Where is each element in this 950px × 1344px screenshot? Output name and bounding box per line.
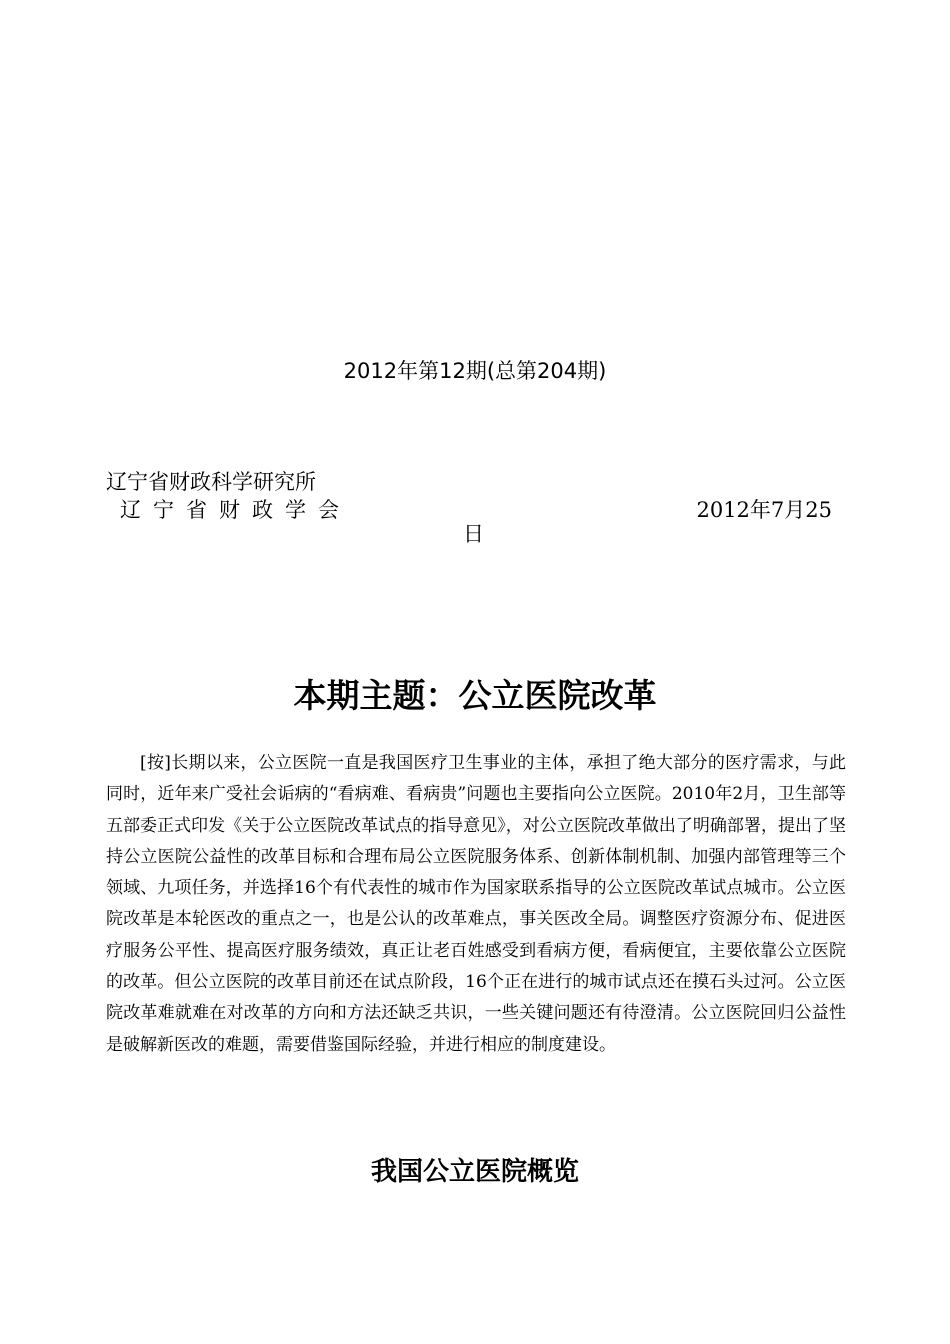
publish-date-day-suffix: 日 [463, 522, 484, 546]
issue-number: 2012年第12期(总第204期) [343, 359, 607, 383]
society-name: 辽宁省财政学会 [120, 498, 351, 522]
topic-title: 本期主题：公立医院改革 [293, 676, 657, 715]
section-heading: 我国公立医院概览 [370, 1157, 579, 1187]
intro-paragraph: [按]长期以来，公立医院一直是我国医疗卫生事业的主体，承担了绝大部分的医疗需求，与此同时，近年来广受社会诟病的“看病难、看病贵”问题也主要指向公立医院。2010年2月，卫生部等五部委正式印发《关于公立医院改革试点的指导意见》，对公立医院改革做出了明确部署，提出了坚持公立医院公益性的改革目标和合理布局公立医院服务体系、创新体制机制、加强内部管理等三个领域、九项任务，并选择16个有代表性的城市作为国家联系指导的公立医院改革试点城市。公立医院改革是本轮医改的重点之一，也是公认的改革难点，事关医改全局。调整医疗资源分布、促进医疗服务公平性、提高医疗服务绩效，真正让老百姓感受到看病方便，看病便宜，主要依靠公立医院的改革。但公立医院的改革目前还在试点阶段，16个正在进行的城市试点还在摸石头过河。公立医院改革难就难在对改革的方向和方法还缺乏共识，一些关键问题还有待澄清。公立医院回归公益性是破解新医改的难题，需要借鉴国际经验，并进行相应的制度建设。 [106, 753, 846, 1055]
publish-date: 2012年7月25 [696, 498, 832, 522]
publisher-name: 辽宁省财政科学研究所 [106, 470, 316, 494]
